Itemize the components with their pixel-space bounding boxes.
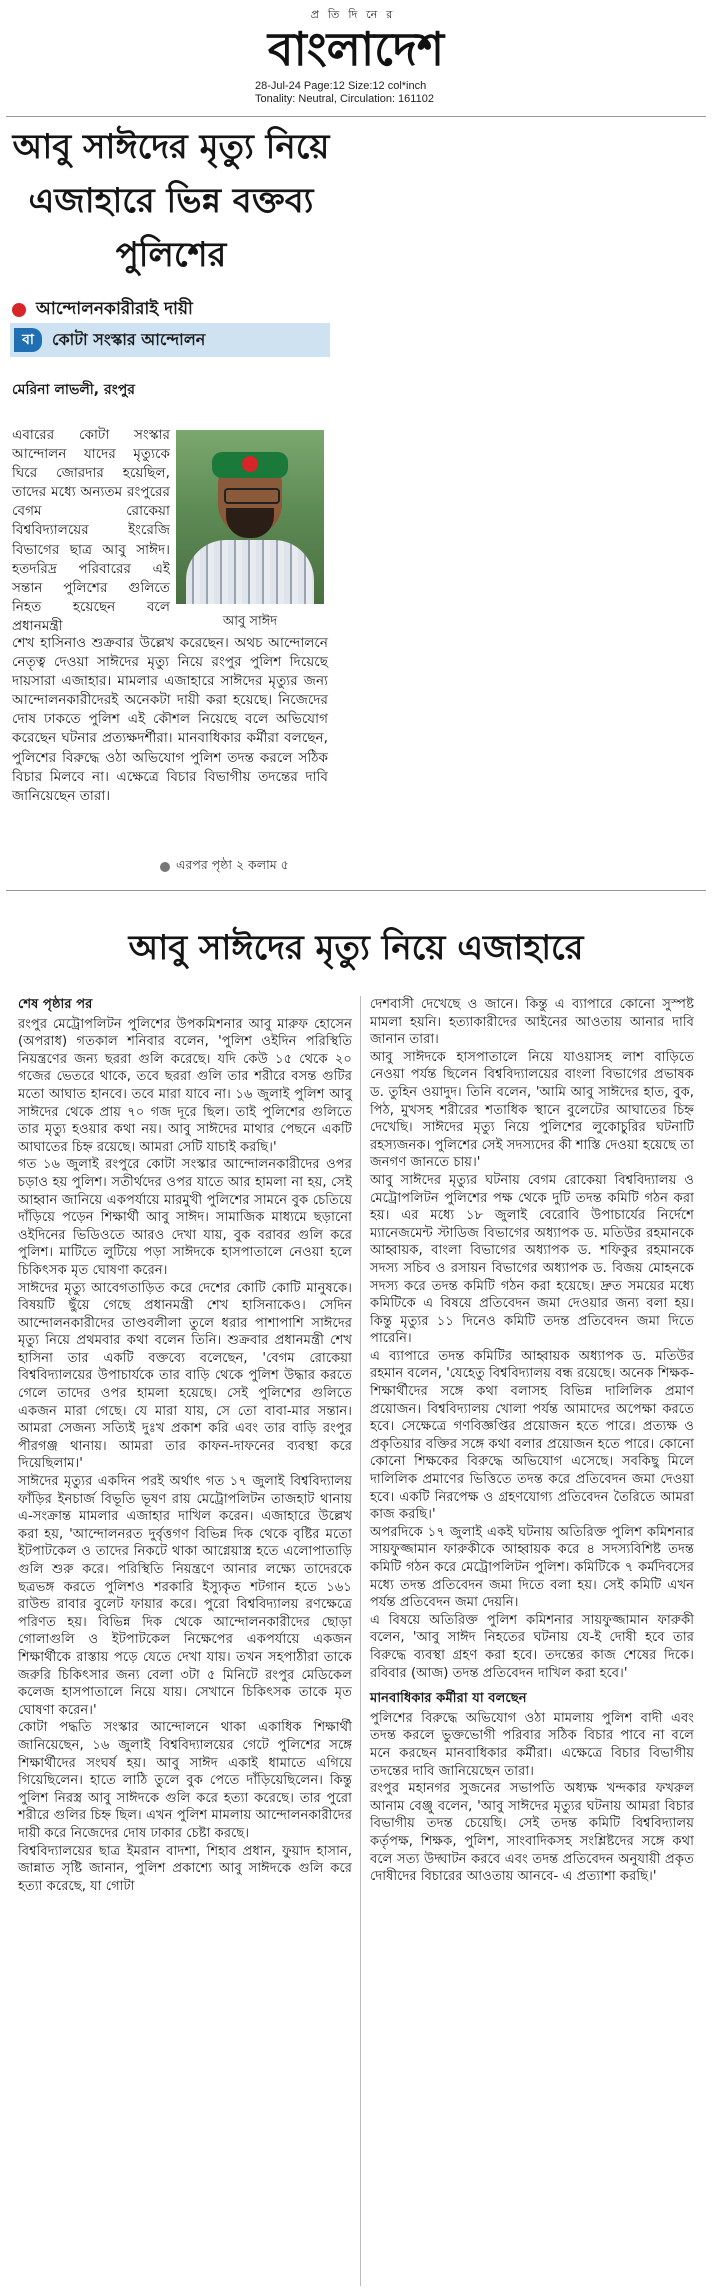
paragraph: রংপুর মেট্রোপলিটন পুলিশের উপকমিশনার আবু মারুফ হোসেন (অপরাধ) গতকাল শনিবার বলেন, 'পুলিশ ওইদিন পরিস্থিতি নিয়ন্ত্রণের জন্য ছররা গুলি করেছে। যদি কেউ ১৫ থেকে ২০ গজের ভেতরে থাকে, তবে ছররা গুলি তার শরীরে বসন্ত গুটির মতো আঘাত হানবে। তবে মারা যাবে না। ১৬ জুলাই পুলিশ আবু সাঈদের থেকে প্রায় ৭০ গজ দূরে ছিল। তাই পুলিশের গুলিতে তার মৃত্যু হওয়ার কথা নয়। আবু সাঈদের মাথার পেছনে একটি আঘাতের চিহ্ন রয়েছে। আমরা সেটি যাচাই করছি।': [18, 1016, 352, 1155]
clipping-meta-line1: 28-Jul-24 Page:12 Size:12 col*inch: [255, 80, 427, 92]
jump-headline: আবু সাঈদের মৃত্যু নিয়ে এজাহারে: [128, 928, 584, 968]
column-divider: [360, 996, 361, 2286]
article-headline: আবু সাঈদের মৃত্যু নিয়ে এজাহারে ভিন্ন বক্তব্য পুলিশের: [12, 127, 330, 275]
top-rule: [6, 116, 706, 117]
shoulder-text: আন্দোলনকারীরাই দায়ী: [36, 299, 193, 319]
topic-kicker: [10, 323, 330, 357]
paragraph: কোটা পদ্ধতি সংস্কার আন্দোলনে থাকা একাধিক শিক্ষার্থী জানিয়েছেন, ১৬ জুলাই বিশ্ববিদ্যালয়ের গেটে পুলিশের সঙ্গে শিক্ষার্থীদের সংঘর্ষ হয়। আবু সাঈদ একাই ধামাতে এগিয়ে গিয়েছিলেন। হাতে লাঠি তুলে বুক পেতে দাঁড়িয়েছিলেন। কিন্তু পুলিশ নিরস্ত্র আবু সাঈদকে গুলি করে হত্যা করেছে। তার পুরো শরীরে গুলির চিহ্ন ছিল। এখন পুলিশ মামলায় আন্দোলনকারীদের দায়ী করে নিজেদের দোষ ঢাকার চেষ্টা করছে।: [18, 1720, 352, 1841]
portrait-photo: [176, 430, 324, 604]
clipping-meta-line2: Tonality: Neutral, Circulation: 161102: [255, 93, 434, 105]
red-bullet-icon: [12, 303, 26, 317]
newspaper-name: বাংলাদেশ: [267, 22, 445, 76]
paragraph: বিশ্ববিদ্যালয়ের ছাত্র ইমরান বাদশা, শিহাব প্রধান, ফুয়াদ হাসান, জান্নাত সৃষ্টি জানান, পুলিশ প্রকাশ্যে আবু সাঈদকে গুলি করে হত্যা করেছে, যা গোটা: [18, 1843, 352, 1894]
paragraph: এ ব্যাপারে তদন্ত কমিটির আহ্বায়ক অধ্যাপক ড. মতিউর রহমান বলেন, 'যেহেতু বিশ্ববিদ্যালয় বন্ধ রয়েছে। অনেক শিক্ষক-শিক্ষার্থীদের সঙ্গে কথা বলাসহ বিভিন্ন দালিলিক প্রমাণ প্রয়োজন। বিশ্ববিদ্যালয় খোলা পর্যন্ত আমাদের অপেক্ষা করতে হবে। সেক্ষেত্রে গণবিজ্ঞপ্তির প্রয়োজন হতে পারে। প্রত্যক্ষ ও প্রকৃতিয়ার বক্তির সঙ্গে কথা বলার প্রয়োজন হতে পারে। কোনো কোনো শিক্ষকের বিরুদ্ধে অভিযোগ এসেছে। সবকিছু মিলে দালিলিক প্রমাণের ভিত্তিতে তদন্ত করে প্রতিবেদন জমা দেওয়া হবে। একটি নিরপেক্ষ ও গ্রহণযোগ্য প্রতিবেদন তৈরিতে আমরা কাজ করছি।': [370, 1348, 694, 1523]
paragraph: সাঈদের মৃত্যু আবেগতাড়িত করে দেশের কোটি কোটি মানুষকে। বিষয়টি ছুঁয়ে গেছে প্রধানমন্ত্রী শেখ হাসিনাকেও। সেদিন আন্দোলনকারীদের তাণ্ডবলীলা তুলে ধরার পাশাপাশি সাঈদের মৃত্যু নিয়ে প্রথমবার কথা বলেন তিনি। শুক্রবার প্রধানমন্ত্রী শেখ হাসিনা তার একটি বক্তব্যে বলেছেন, 'বেগম রোকেয়া বিশ্ববিদ্যালয়ের উপাচার্যকে তার বাড়ি থেকে পুলিশ উদ্ধার করতে গেলে তাদের ওপর হামলা হয়েছে। সেই পুলিশের গুলিতে একজন মারা গেছে। যে মারা যায়, সে তো বাবা-মার সন্তান। আমরা সেজন্য সত্যিই দুঃখ প্রকাশ করি এবং তার বাড়ি রংপুর পীরগঞ্জ থানায়। আমরা তার কাফন-দাফনের ব্যবস্থা করে দিয়েছিলাম।': [18, 1280, 352, 1472]
paragraph: আবু সাঈদকে হাসপাতালে নিয়ে যাওয়াসহ লাশ বাড়িতে নেওয়া পর্যন্ত ছিলেন বিশ্ববিদ্যালয়ের বাংলা বিভাগের প্রভাষক ড. তুহিন ওয়াদুদ। তিনি বলেন, 'আমি আবু সাঈদের হাত, বুক, পিঠ, মুখসহ শরীরের শতাধিক স্থানে বুলেটের আঘাতের চিহ্ন দেখেছি। সাঈদের মৃত্যু নিয়ে পুলিশের লুকোচুরির ঘটনাটি রহস্যজনক। পুলিশের সেই সদস্যদের কী শাস্তি দেওয়া হয়েছে তা জনগণ জানতে চায়।': [370, 1049, 694, 1171]
masthead-tagline: প্রতিদিনের: [310, 8, 402, 21]
paragraph: গত ১৬ জুলাই রংপুরে কোটা সংস্কার আন্দোলনকারীদের ওপর চড়াও হয় পুলিশ। সতীর্থদের ওপর যাতে আর হামলা না হয়, সেই আহ্বান জানিয়ে একপর্যায়ে মারমুখী পুলিশের সামনে বুক চেতিয়ে দাঁড়িয়ে পড়েন শিক্ষার্থী আবু সাঈদ। সামাজিক মাধ্যমে ছড়ানো ওইদিনের ভিডিওতে আরও দেখা যায়, বুক বরাবর গুলি করে পুলিশ। মাটিতে লুটিয়ে পড়া সাঈদকে হাসপাতালে নেওয়া হলে চিকিৎসক মৃত ঘোষণা করেন।: [18, 1157, 352, 1278]
continued-note: [160, 857, 289, 877]
column-subhead: মানবাধিকার কর্মীরা যা বলছেন: [370, 1691, 527, 1707]
paragraph: অপরদিকে ১৭ জুলাই একই ঘটনায় অতিরিক্ত পুলিশ কমিশনার সায়ফুজ্জামান ফারুকীকে আহ্বায়ক করে ৪ সদস্যবিশিষ্ট তদন্ত কমিটি গঠন করে মেট্রোপলিটন পুলিশ। কমিটিকে ৭ কর্মদিবসের মধ্যে তদন্ত প্রতিবেদন জমা দিতে বলা হয়। সেই কমিটি এখন পর্যন্ত প্রতিবেদন জমা দেয়নি।: [370, 1524, 694, 1611]
paragraph: রংপুর মহানগর সুজনের সভাপতি অধ্যক্ষ খন্দকার ফখরুল আনাম বেঞ্জু বলেন, 'আবু সাঈদের মৃত্যুর ঘটনায় আমরা বিচার বিভাগীয় তদন্ত চেয়েছি। সেই তদন্ত কমিটি বিশ্ববিদ্যালয় কর্তৃপক্ষ, শিক্ষক, পুলিশ, সাংবাদিকসহ সংশ্লিষ্টদের সঙ্গে কথা বলে সত্য উদ্ঘাটন করবে এবং তদন্ত প্রতিবেদন অনুযায়ী প্রকৃত দোষীদের বিচারের আওতায় আনবে- এ প্রত্যাশা করছি।': [370, 1781, 694, 1885]
paragraph: পুলিশের বিরুদ্ধে অভিযোগ ওঠা মামলায় পুলিশ বাদী এবং তদন্ত করলে ভুক্তভোগী পরিবার সঠিক বিচার পাবে না বলে মনে করছেন মানবাধিকার কর্মীরা। এক্ষেত্রে বিচার বিভাগীয় তদন্তের দাবি জানিয়েছেন তারা।: [370, 1710, 694, 1779]
photo-caption: আবু সাঈদ: [222, 614, 278, 629]
shoulder-line: [12, 296, 332, 324]
byline: মেরিনা লাভলী, রংপুর: [12, 382, 135, 398]
clipping-meta: [255, 80, 434, 106]
lead-paragraph-part2: শেখ হাসিনাও শুক্রবার উল্লেখ করেছেন। অথচ আন্দোলনে নেতৃত্ব দেওয়া সাঈদের মৃত্যু নিয়ে রংপুর পুলিশ দিয়েছে দায়সারা এজাহার। মামলার এজাহারে সাঈদের মৃত্যুর জন্য আন্দোলনকারীদেরই অনেকটা দায়ী করা হয়েছে। নিজেদের দোষ ঢাকতে পুলিশ এই কৌশল নিয়েছে বলে অভিযোগ করেছেন ঘটনার প্রত্যক্ষদর্শীরা। মানবাধিকার কর্মীরা বলছেন, পুলিশের বিরুদ্ধে ওঠা অভিযোগ পুলিশ তদন্ত করলে সঠিক বিচার মিলবে না। এক্ষেত্রে বিচার বিভাগীয় তদন্তের দাবি জানিয়েছেন তারা।: [12, 635, 328, 804]
section-divider: [6, 890, 706, 891]
kicker-badge-icon: বা: [14, 328, 42, 352]
jump-column-1: [18, 996, 352, 1895]
continued-text: এরপর পৃষ্ঠা ২ কলাম ৫: [176, 857, 289, 872]
from-page-label: শেষ পৃষ্ঠার পর: [18, 997, 93, 1012]
lead-paragraph-part1: এবারের কোটা সংস্কার আন্দোলন যাদের মৃত্যুকে ঘিরে জোরদার হয়েছিল, তাদের মধ্যে অন্যতম রংপুরের বেগম রোকেয়া বিশ্ববিদ্যালয়ের ইংরেজি বিভাগের ছাত্র আবু সাঈদ। হতদরিদ্র পরিবারের এই সন্তান পুলিশের গুলিতে নিহত হয়েছেন বলে প্রধানমন্ত্রী: [12, 427, 170, 634]
paragraph: দেশবাসী দেখেছে ও জানে। কিন্তু এ ব্যাপারে কোনো সুস্পষ্ট মামলা হয়নি। হত্যাকারীদের আইনের আওতায় আনার দাবি জানান তারা।: [370, 997, 694, 1048]
paragraph: আবু সাঈদের মৃত্যুর ঘটনায় বেগম রোকেয়া বিশ্ববিদ্যালয় ও মেট্রোপলিটন পুলিশের পক্ষ থেকে দুটি তদন্ত কমিটি গঠন করা হয়। এর মধ্যে ১৮ জুলাই বেরোবি উপাচার্যের নির্দেশে ম্যানেজমেন্ট স্টাডিজ বিভাগের অধ্যাপক ড. মতিউর রহমানকে আহ্বায়ক, বাংলা বিভাগের অধ্যাপক ড. শফিকুর রহমানকে সদস্য সচিব ও রসায়ন বিভাগের অধ্যাপক ড. বিজয় মোহনকে সদস্য করে তদন্ত কমিটি গঠন করা হয়েছে। দ্রুত সময়ের মধ্যে কমিটিকে এ বিষয়ে প্রতিবেদন জমা দেওয়ার জন্য বলা হয়। কিন্তু মৃত্যুর ১১ দিনেও কমিটি তদন্ত প্রতিবেদন জমা দিতে পারেনি।: [370, 1172, 694, 1347]
masthead: [0, 0, 712, 120]
jump-column-2: [370, 996, 694, 1886]
paragraph: সাঈদের মৃত্যুর একদিন পরই অর্থাৎ গত ১৭ জুলাই বিশ্ববিদ্যালয় ফাঁড়ির ইনচার্জ বিভূতি ভূষণ রায় মেট্রোপলিটন তাজহাট থানায় এ-সংক্রান্ত মামলার এজাহার দাখিল করেন। এজাহারে উল্লেখ করা হয়, 'আন্দোলনরত দুর্বৃত্তগণ বিভিন্ন দিক থেকে বৃষ্টির মতো ইটপাটকেল ও তাদের নিকটে থাকা আগ্নেয়াস্ত্র হতে এলোপাতাড়ি গুলি শুরু করে। পরিস্থিতি নিয়ন্ত্রণে আনার লক্ষ্যে তাদেরকে ছত্রভঙ্গ করতে পুলিশও শরকারি ইস্যুকৃত শটগান হতে ১৬১ রাউন্ড রাবার বুলেট ফায়ার করে। পুরো বিশ্ববিদ্যালয় রণক্ষেত্রে পরিণত হয়। বিভিন্ন দিক থেকে আন্দোলনকারীদের ছোড়া গোলাগুলি ও ইটপাটকেল নিক্ষেপের একপর্যায়ে একজন শিক্ষার্থীকে রাস্তায় পড়ে যেতে দেখা যায়। তখন সহপাঠীরা তাকে জরুরি চিকিৎসার জন্য বেলা ৩টা ৫ মিনিটে রংপুর মেডিকেল কলেজ হাসপাতালে নিয়ে যায়। সেখানে চিকিৎসক তাকে মৃত ঘোষণা করেন।': [18, 1474, 352, 1718]
kicker-text: কোটা সংস্কার আন্দোলন: [52, 329, 206, 349]
grey-bullet-icon: [160, 862, 170, 872]
paragraph: এ বিষয়ে অতিরিক্ত পুলিশ কমিশনার সায়ফুজ্জামান ফারুকী বলেন, 'আবু সাঈদ নিহতের ঘটনায় যে-ই দোষী হবে তার বিরুদ্ধে ব্যবস্থা গ্রহণ করা হবে। তদন্তের কাজ শেষের দিকে। রবিবার (আজ) তদন্ত প্রতিবেদন দাখিল করা হবে।': [370, 1612, 694, 1681]
